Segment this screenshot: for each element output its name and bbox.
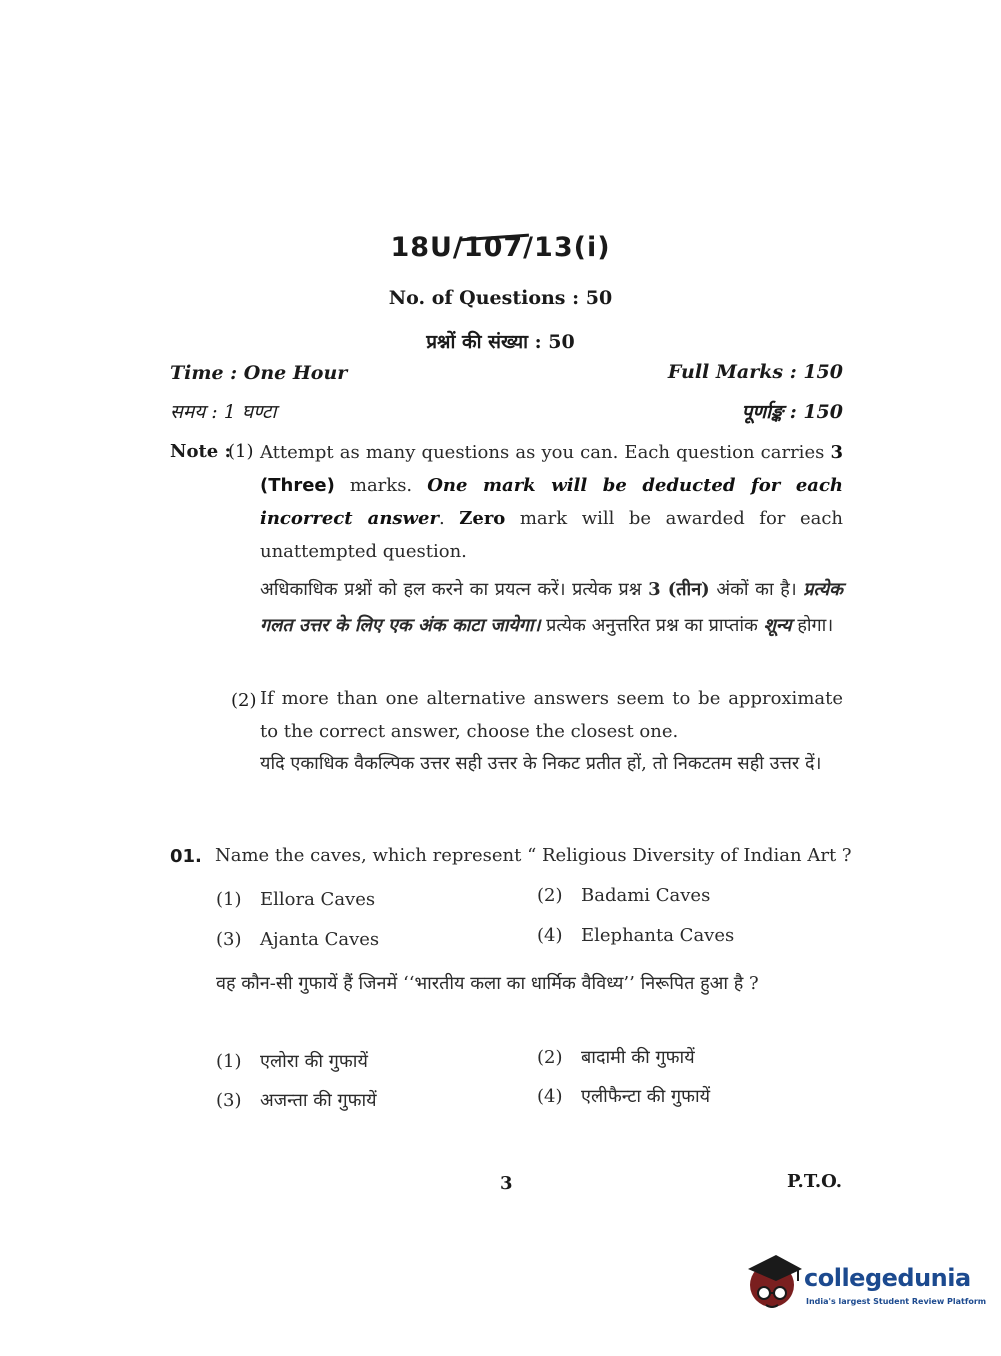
full-marks-en: Full Marks : 150	[667, 361, 843, 383]
note-label: Note :	[170, 441, 232, 462]
time-en: Time : One Hour	[170, 362, 348, 384]
note-1-number: (1)	[228, 441, 254, 462]
time-hi: समय : 1 घण्टा	[170, 401, 277, 423]
option-en-4[interactable]: (4) Elephanta Caves	[537, 925, 735, 946]
note-2-number: (2)	[231, 690, 257, 711]
option-hi-4[interactable]: (4) एलीफैन्टा की गुफायें	[537, 1086, 711, 1107]
page-number: 3	[500, 1173, 513, 1194]
note-1-hi: अधिकाधिक प्रश्नों को हल करने का प्रयत्न करें। प्रत्येक प्रश्न 3 (तीन) अंकों का है। प्रत्येक गलत उत्तर के लिए एक अंक काटा जायेगा। प्रत्येक अनुत्तरित प्रश्न का प्राप्तांक शून्य होगा।	[260, 579, 843, 636]
brand-tagline: India's largest Student Review Platform	[806, 1297, 987, 1306]
note-2-hi: यदि एकाधिक वैकल्पिक उत्तर सही उत्तर के निकट प्रतीत हों, तो निकटतम सही उत्तर दें।	[260, 753, 822, 774]
note-1-en: Attempt as many questions as you can. Each question carries 3 (Three) marks. One mark will be deducted for each incorrect answer. Zero mark will be awarded for each unattempted question.	[260, 442, 843, 562]
struck-code: 107	[463, 232, 524, 263]
question-text-hi: वह कौन-सी गुफायें हैं जिनमें ‘‘भारतीय कला का धार्मिक वैविध्य’’ निरूपित हुआ है ?	[216, 973, 759, 994]
option-hi-2[interactable]: (2) बादामी की गुफायें	[537, 1047, 695, 1068]
questions-count-hi: प्रश्नों की संख्या : 50	[426, 331, 575, 353]
option-en-1[interactable]: (1) Ellora Caves	[216, 889, 376, 910]
pto-label: P.T.O.	[787, 1171, 843, 1192]
option-hi-3[interactable]: (3) अजन्ता की गुफायें	[216, 1090, 377, 1111]
brand-name: collegedunia	[804, 1264, 971, 1292]
question-text-en: Name the caves, which represent “ Religious Diversity of Indian Art ?	[215, 845, 852, 866]
question-number: 01.	[170, 846, 202, 867]
full-marks-hi: पूर्णाङ्क : 150	[741, 401, 843, 423]
option-en-2[interactable]: (2) Badami Caves	[537, 885, 711, 906]
note-2-en: If more than one alternative answers seem to be approximate to the correct answer, choose the closest one.	[260, 688, 843, 742]
option-en-3[interactable]: (3) Ajanta Caves	[216, 929, 380, 950]
paper-code: 18U/107/13(i)	[390, 232, 611, 263]
option-hi-1[interactable]: (1) एलोरा की गुफायें	[216, 1051, 368, 1072]
questions-count-en: No. of Questions : 50	[388, 287, 613, 309]
